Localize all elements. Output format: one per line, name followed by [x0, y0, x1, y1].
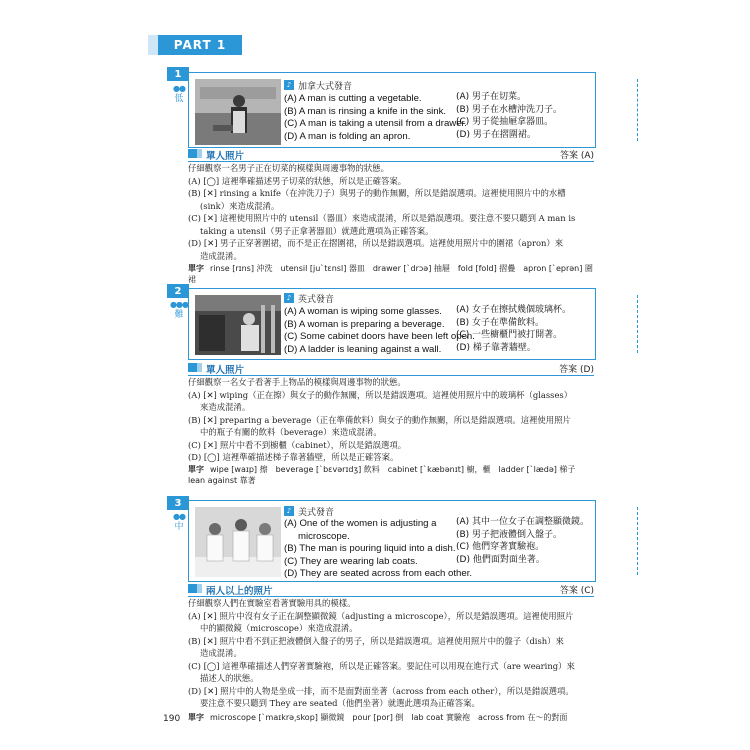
translation-list: (A) 男子在切菜。 (B) 男子在水槽沖洗刀子。 (C) 男子從抽屜拿器皿。 (D) 男子在摺圍裙。 [456, 92, 563, 140]
divider-line [637, 295, 638, 353]
explanation: 仔細觀察一名男子正在切菜的模樣與周邊事物的狀態。 (A) [◯] 這裡準確描述男子切菜的狀態，所以是正確答案。 (B) [✕] rinsing a knife（在沖洗刀子）與男子的動作無關，所以是錯誤選項。這裡使用照片中的水槽 (sink）來造成混淆。 (C) [✕] 這裡使用照片中的 utensil（器皿）來造成混淆，所以是錯誤選項。要注意不要只聽到 A man is taking a utensil（男子正拿著器皿）就選此選項為正確答案。 (D) [✕] 男子正穿著圍裙，而不是正在摺圍裙，所以是錯誤選項。這裡使用照片中的圍裙（apron）來 造成混淆。 [188, 163, 576, 261]
speaker-icon: ♪ [284, 506, 294, 516]
difficulty-indicator: ●●● 難 [170, 300, 188, 320]
divider-line [637, 507, 638, 575]
section-header: 單人照片 答案 (D) [188, 362, 594, 374]
question-photo [195, 507, 281, 577]
speaker-icon: ♪ [284, 80, 294, 90]
answer-label: 答案 (D) [559, 365, 594, 375]
answer-label: 答案 (C) [559, 586, 594, 596]
question-number: 3 [167, 496, 189, 510]
difficulty-indicator: ●● 低 [173, 84, 185, 104]
accent-label: ♪ 英式發音 [284, 292, 334, 304]
accent-label: ♪ 加拿大式發音 [284, 79, 352, 91]
vocabulary-line: 單字 wipe [waɪp] 擦 beverage [`bɛvərɪdʒ] 飲料 cabinet [`kæbənɪt] 櫥，櫃 ladder [`lædə] 梯子 lean against 靠著 [188, 465, 584, 485]
option-list: (A) A woman is wiping some glasses. (B) A woman is preparing a beverage. (C) Some cabinet doors have been left open. (D) A ladder is leaning against a wall. [284, 306, 475, 355]
section-header: 單人照片 答案 (A) [188, 148, 594, 160]
question-number: 2 [167, 284, 189, 298]
translation-list: (A) 其中一位女子在調整顯微鏡。 (B) 男子把液體倒入盤子。 (C) 他們穿著實驗袍。 (D) 他們面對面坐著。 [456, 517, 590, 565]
question-photo [195, 79, 281, 145]
option-list: (A) A man is cutting a vegetable. (B) A man is rinsing a knife in the sink. (C) A man is taking a utensil from a drawer. (D) A man is folding an apron. [284, 93, 467, 142]
page-number: 190 [163, 714, 181, 724]
explanation: 仔細觀察人們在實驗室看著實驗用具的模樣。 (A) [✕] 照片中沒有女子正在調整顯微鏡（adjusting a microscope），所以是錯誤選項。這裡使用照片 中的顯微鏡（microscope）來造成混淆。 (B) [✕] 照片中看不到正把液體倒入盤子的男子，所以是錯誤選項。這裡使用照片中的盤子（dish）來 造成混淆。 (C) [◯] 這裡準確描述人們穿著實驗袍，所以是正確答案。要記住可以用現在進行式（are wearing）來 描述人的狀態。 (D) [✕] 照片中的人物是坐成一排，而不是面對面坐著（across from each other），所以是錯誤選項。 要注意不要只聽到 They are seated（他們坐著）就選此選項為正確答案。 [188, 598, 575, 708]
vocabulary-line: 單字 microscope [`maɪkrə͵skop] 顯微鏡 pour [por] 倒 lab coat 實驗袍 across from 在～的對面 [188, 713, 568, 722]
divider-line [637, 79, 638, 141]
translation-list: (A) 女子在擦拭幾個玻璃杯。 (B) 女子在準備飲料。 (C) 一些櫥櫃門被打開著。 (D) 梯子靠著牆壁。 [456, 305, 572, 353]
option-list: (A) One of the women is adjusting a microscope. (B) The man is pouring liquid into a dish. (C) They are wearing lab coats. (D) They are seated across from each other. [284, 518, 473, 579]
explanation: 仔細觀察一名女子看著手上物品的模樣與周邊事物的狀態。 (A) [✕] wiping（正在擦）與女子的動作無關，所以是錯誤選項。這裡使用照片中的玻璃杯（glasses） 來造成混淆。 (B) [✕] preparing a beverage（正在準備飲料）與女子的動作無關，所以是錯誤選項。這裡使用照片 中的瓶子有關的飲料（beverage）來造成混淆。 (C) [✕] 照片中看不到櫥櫃（cabinet），所以是錯誤選項。 (D) [◯] 這裡準確描述梯子靠著牆壁，所以是正確答案。 [188, 377, 573, 462]
answer-label: 答案 (A) [559, 151, 594, 161]
part-label: PART 1 [158, 35, 242, 55]
question-photo [195, 295, 281, 355]
speaker-icon: ♪ [284, 293, 294, 303]
difficulty-indicator: ●● 中 [173, 512, 185, 532]
question-number: 1 [167, 67, 189, 81]
accent-label: ♪ 美式發音 [284, 505, 334, 517]
section-header: 兩人以上的照片 答案 (C) [188, 583, 594, 595]
vocabulary-line: 單字 rinse [rɪns] 沖洗 utensil [ju`tɛnsl] 器皿 drawer [`drɔə] 抽屜 fold [fold] 摺疊 apron [`eprən] 圍裙 [188, 264, 593, 284]
